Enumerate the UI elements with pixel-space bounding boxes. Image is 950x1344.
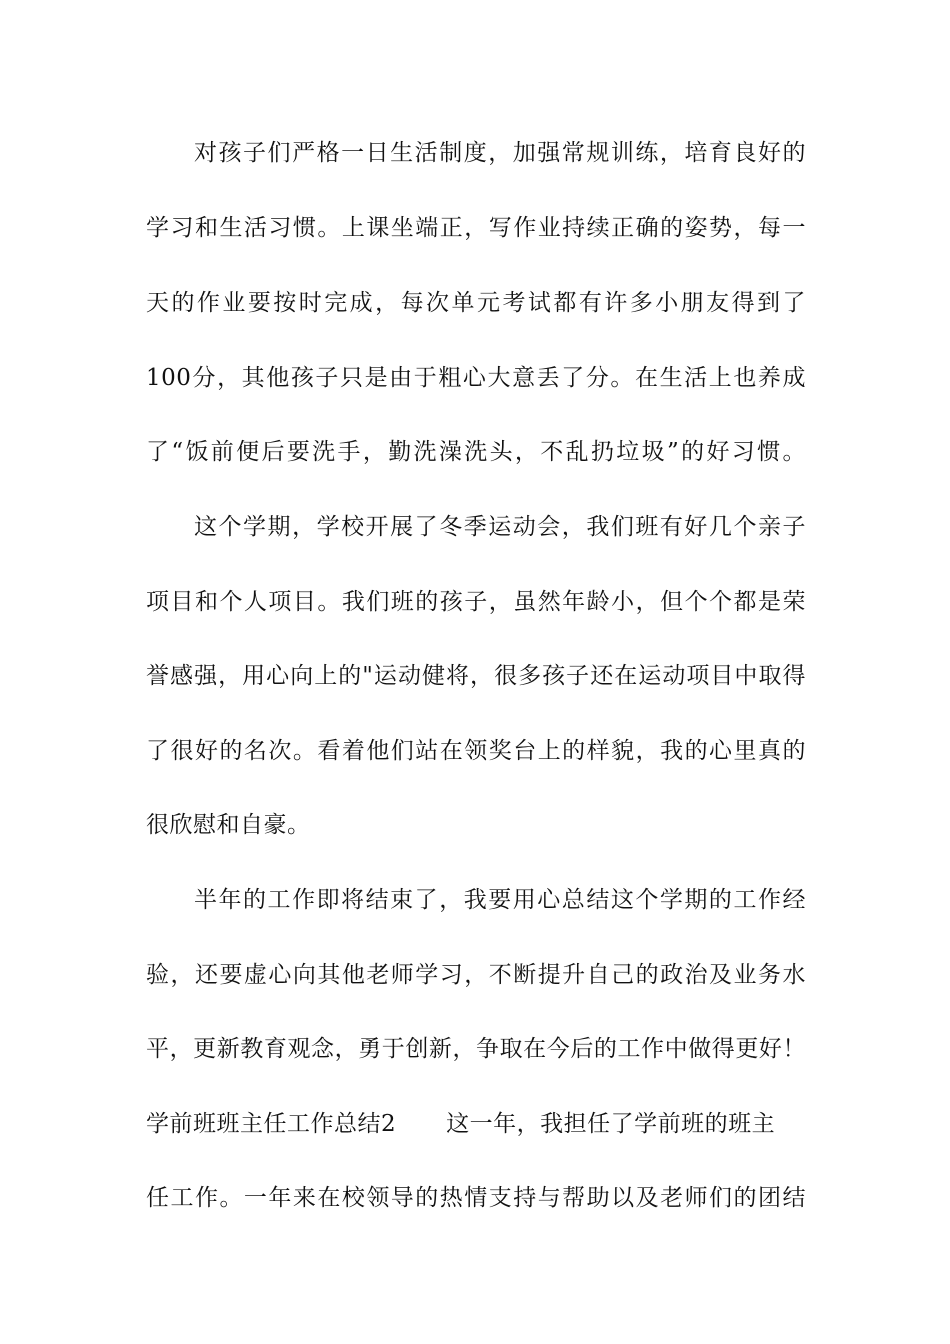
paragraph-line: 平，更新教育观念，勇于创新，争取在今后的工作中做得更好！ [146, 1036, 806, 1062]
paragraph-line: 对孩子们严格一日生活制度，加强常规训练，培育良好的 [194, 140, 806, 166]
paragraph-line: 誉感强，用心向上的"运动健将，很多孩子还在运动项目中取得 [146, 663, 806, 689]
paragraph-line: 这个学期，学校开展了冬季运动会，我们班有好几个亲子 [194, 514, 806, 540]
section-heading-line [146, 1109, 806, 1139]
paragraph-line: 任工作。一年来在校领导的热情支持与帮助以及老师们的团结 [146, 1185, 806, 1211]
paragraph-line: 了很好的名次。看着他们站在领奖台上的样貌，我的心里真的 [146, 738, 806, 764]
section-heading-title: 学前班班主任工作总结2 [146, 1111, 397, 1137]
paragraph-line-start: 这一年，我担任了学前班的班主 [446, 1111, 776, 1137]
paragraph-line: 学习和生活习惯。上课坐端正，写作业持续正确的姿势，每一 [146, 215, 806, 241]
paragraph-line: 半年的工作即将结束了，我要用心总结这个学期的工作经 [194, 887, 806, 913]
paragraph-line: 天的作业要按时完成，每次单元考试都有许多小朋友得到了 [146, 290, 806, 316]
paragraph-line: 项目和个人项目。我们班的孩子，虽然年龄小，但个个都是荣 [146, 589, 806, 615]
paragraph-line: 100分，其他孩子只是由于粗心大意丢了分。在生活上也养成 [146, 365, 806, 391]
paragraph-line: 很欣慰和自豪。 [146, 812, 311, 838]
paragraph-line: 验，还要虚心向其他老师学习，不断提升自己的政治及业务水 [146, 962, 806, 988]
paragraph-line: 了“饭前便后要洗手，勤洗澡洗头，不乱扔垃圾”的好习惯。 [146, 439, 806, 465]
